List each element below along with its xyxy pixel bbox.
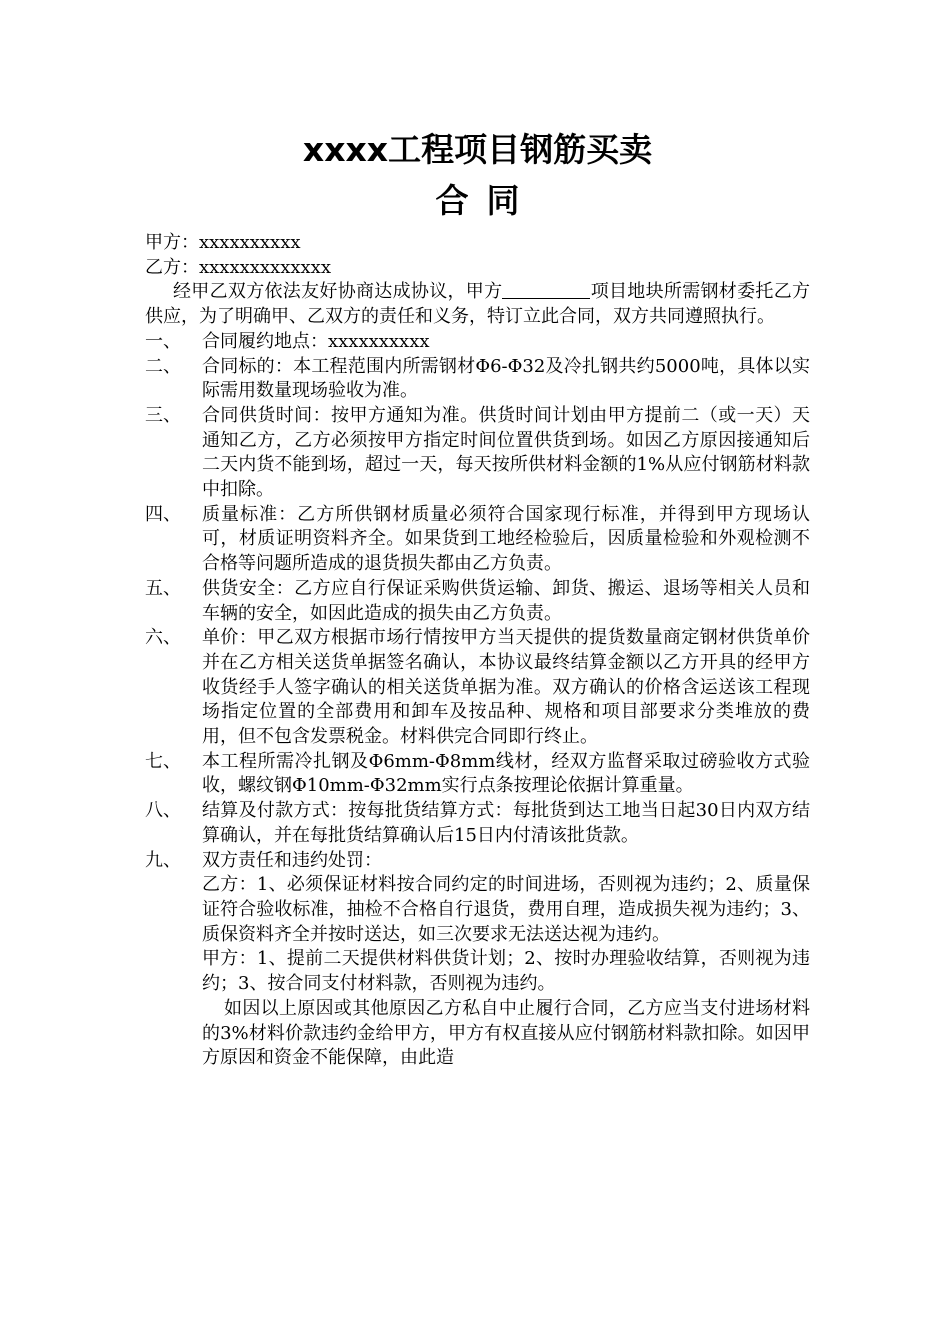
contract-title: xxxx工程项目钢筋买卖 — [302, 130, 653, 169]
clause-2 — [145, 355, 810, 404]
party-a-line: 甲方：xxxxxxxxxx — [145, 232, 301, 253]
contract-subtitle: 合同 — [435, 181, 538, 220]
contract-page — [145, 122, 810, 1071]
clause-text: 合同履约地点：xxxxxxxxxx — [202, 330, 430, 352]
clause-text: 单价：甲乙双方根据市场行情按甲方当天提供的提货数量商定钢材供货单价并在乙方相关送货单据签名确认，本协议最终结算金额以乙方开具的经甲方收货经手人签字确认的相关送货单据为准。双方确认的价格含运送该工程现场指定位置的全部费用和卸车及按品种、规格和项目部要求分类堆放的费用，但不包含发票税金。材料供完合同即行终止。 — [202, 627, 810, 748]
intro-paragraph — [145, 280, 810, 329]
clause-7 — [145, 750, 810, 799]
clause-9-breach-paragraph: 如因以上原因或其他原因乙方私自中止履行合同，乙方应当支付进场材料的3%材料价款违约金给甲方，甲方有权直接从应付钢筋材料款扣除。如因甲方原因和资金不能保障，由此造 — [202, 997, 810, 1069]
clause-8 — [145, 799, 810, 848]
clause-number: 二、 — [145, 355, 181, 377]
intro-after-blank: 项目地块所需钢材委托乙方供应，为了明确甲、乙双方的责任和义务，特订立此合同，双方共同遵照执行。 — [145, 281, 811, 328]
party-b-line: 乙方：xxxxxxxxxxxxx — [145, 256, 331, 278]
clause-text: 本工程所需冷扎钢及Φ6mm-Φ8mm线材，经双方监督采取过磅验收方式验收，螺纹钢Φ10mm-Φ32mm实行点条按理论依据计算重量。 — [202, 750, 810, 797]
contract-body — [145, 231, 810, 1071]
clause-number: 八、 — [145, 800, 181, 822]
clause-number: 六、 — [145, 627, 181, 649]
clause-6 — [145, 626, 810, 750]
project-name-blank — [502, 280, 590, 299]
clause-text: 合同供货时间：按甲方通知为准。供货时间计划由甲方提前二（或一天）天通知乙方，乙方必须按甲方指定时间位置供货到场。如因乙方原因接通知后二天内货不能到场，超过一天，每天按所供材料金额的1%从应付钢筋材料款中扣除。 — [202, 404, 810, 501]
clause-9-party-a-duties: 甲方：1、提前二天提供材料供货计划；2、按时办理验收结算，否则视为违约；3、按合同支付材料款，否则视为违约。 — [202, 948, 810, 995]
clause-number: 一、 — [145, 330, 181, 352]
clause-9 — [145, 849, 810, 874]
intro-before-blank: 经甲乙双方依法友好协商达成协议，甲方 — [173, 281, 503, 303]
clause-number: 七、 — [145, 750, 181, 772]
clause-9-party-b-duties: 乙方：1、必须保证材料按合同约定的时间进场，否则视为违约；2、质量保证符合验收标准，抽检不合格自行退货，费用自理，造成损失视为违约；3、质保资料齐全并按时送达，如三次要求无法送达视为违约。 — [202, 874, 810, 945]
clause-number: 三、 — [145, 404, 181, 426]
clause-text: 双方责任和违约处罚： — [202, 849, 382, 871]
clause-number: 四、 — [145, 503, 181, 525]
clause-1 — [145, 330, 810, 355]
clause-text: 结算及付款方式：按每批货结算方式：每批货到达工地当日起30日内双方结算确认，并在每批货结算确认后15日内付清该批货款。 — [202, 800, 810, 846]
clause-5 — [145, 577, 810, 626]
clause-4 — [145, 503, 810, 577]
clause-number: 九、 — [145, 849, 181, 871]
clause-number: 五、 — [145, 577, 181, 599]
clause-text: 质量标准：乙方所供钢材质量必须符合国家现行标准，并得到甲方现场认可，材质证明资料齐全。如果货到工地经检验后，因质量检验和外观检测不合格等问题所造成的退货损失都由乙方负责。 — [202, 503, 810, 575]
clause-text: 供货安全：乙方应自行保证采购供货运输、卸货、搬运、退场等相关人员和车辆的安全，如因此造成的损失由乙方负责。 — [202, 577, 810, 624]
clause-3 — [145, 404, 810, 503]
clause-text: 合同标的：本工程范围内所需钢材Φ6-Φ32及冷扎钢共约5000吨，具体以实际需用数量现场验收为准。 — [202, 355, 810, 402]
